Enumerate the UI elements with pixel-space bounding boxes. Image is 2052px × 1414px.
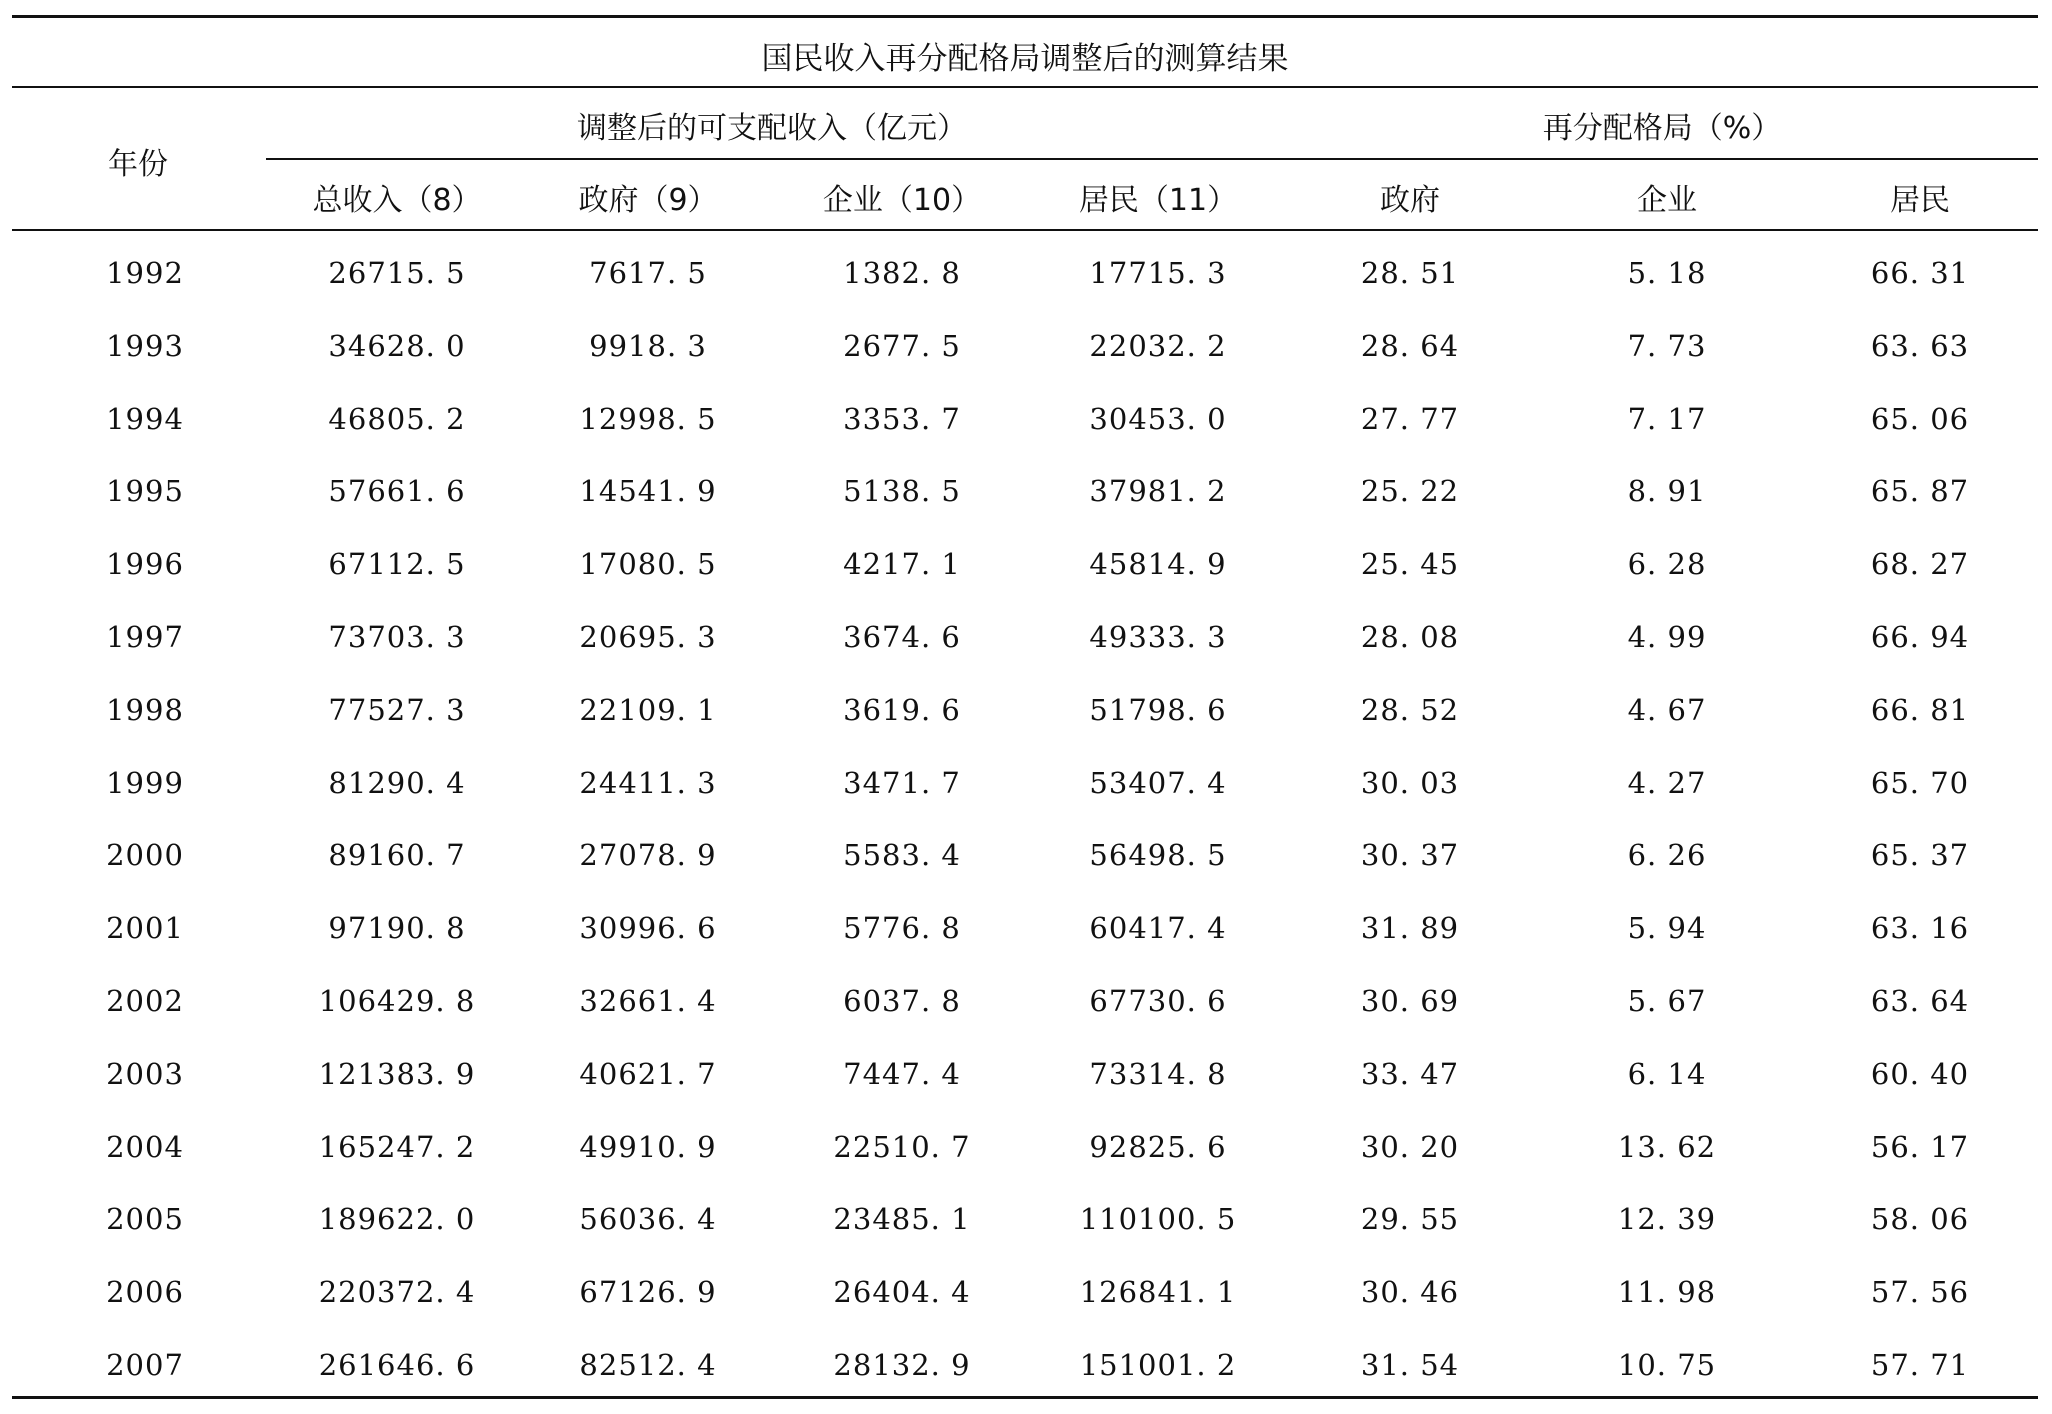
year-cell: 2004 <box>106 1129 184 1164</box>
table-cell: 151001. 2 <box>1079 1348 1237 1382</box>
table-cell: 25. 45 <box>1360 547 1460 582</box>
table-cell: 165247. 2 <box>318 1129 476 1164</box>
table-cell: 40621. 7 <box>579 1056 717 1091</box>
column-header: 居民 <box>1890 183 1950 218</box>
table-cell: 66. 94 <box>1870 620 1970 654</box>
table-cell: 77527. 3 <box>328 692 466 727</box>
table-cell: 9918. 3 <box>589 328 707 363</box>
table-cell: 17080. 5 <box>579 547 717 582</box>
column-header: 总收入（8） <box>312 183 482 218</box>
table-cell: 3353. 7 <box>843 401 961 436</box>
table-cell: 5. 18 <box>1627 256 1707 290</box>
table-cell: 28. 51 <box>1360 256 1460 290</box>
table-cell: 73314. 8 <box>1089 1056 1227 1091</box>
table-cell: 56036. 4 <box>579 1202 717 1237</box>
column-header: 居民（11） <box>1078 183 1238 218</box>
table-cell: 4. 27 <box>1627 765 1707 800</box>
table-cell: 261646. 6 <box>318 1348 476 1382</box>
bottom-rule <box>12 1396 2038 1399</box>
table-cell: 65. 87 <box>1870 474 1970 509</box>
table-cell: 49910. 9 <box>579 1129 717 1164</box>
table-cell: 58. 06 <box>1870 1202 1970 1237</box>
table-cell: 5. 94 <box>1627 911 1707 946</box>
table-cell: 73703. 3 <box>328 620 466 654</box>
table-cell: 30. 69 <box>1360 984 1460 1018</box>
column-header: 企业 <box>1637 183 1697 218</box>
table-cell: 5583. 4 <box>843 838 961 873</box>
table-cell: 30453. 0 <box>1089 401 1227 436</box>
table-cell: 11. 98 <box>1617 1275 1717 1310</box>
table-cell: 10. 75 <box>1617 1348 1717 1382</box>
table-cell: 6. 26 <box>1627 838 1707 873</box>
table-cell: 24411. 3 <box>579 765 717 800</box>
table-cell: 5776. 8 <box>843 911 961 946</box>
table-cell: 51798. 6 <box>1089 692 1227 727</box>
year-header: 年份 <box>108 147 168 182</box>
table-cell: 5138. 5 <box>843 474 961 509</box>
table-cell: 14541. 9 <box>579 474 717 509</box>
table-cell: 60. 40 <box>1870 1056 1970 1091</box>
table-cell: 66. 31 <box>1870 256 1970 290</box>
table-cell: 57. 71 <box>1870 1348 1970 1382</box>
table-cell: 56. 17 <box>1870 1129 1970 1164</box>
table-cell: 12. 39 <box>1617 1202 1717 1237</box>
table-cell: 67730. 6 <box>1089 984 1227 1018</box>
table-cell: 66. 81 <box>1870 692 1970 727</box>
table-cell: 22032. 2 <box>1089 328 1227 363</box>
table-cell: 30. 03 <box>1360 765 1460 800</box>
table-cell: 7. 17 <box>1627 401 1707 436</box>
table-cell: 189622. 0 <box>318 1202 476 1237</box>
table-cell: 56498. 5 <box>1089 838 1227 873</box>
table-cell: 7. 73 <box>1627 328 1707 363</box>
table-cell: 30. 20 <box>1360 1129 1460 1164</box>
year-cell: 2000 <box>106 838 184 873</box>
year-cell: 1994 <box>106 401 184 436</box>
table-cell: 63. 63 <box>1870 328 1970 363</box>
year-cell: 1998 <box>106 692 184 727</box>
table-cell: 65. 06 <box>1870 401 1970 436</box>
year-cell: 1992 <box>106 256 184 290</box>
table-cell: 6. 14 <box>1627 1056 1707 1091</box>
table-cell: 7617. 5 <box>589 256 707 290</box>
table-cell: 45814. 9 <box>1089 547 1227 582</box>
table-cell: 49333. 3 <box>1089 620 1227 654</box>
table-cell: 82512. 4 <box>579 1348 717 1382</box>
table-cell: 1382. 8 <box>843 256 961 290</box>
header-rule <box>12 229 2038 231</box>
column-header: 政府（9） <box>578 183 718 218</box>
table-cell: 20695. 3 <box>579 620 717 654</box>
table-cell: 37981. 2 <box>1089 474 1227 509</box>
table-cell: 60417. 4 <box>1089 911 1227 946</box>
top-rule <box>12 15 2038 18</box>
table-cell: 7447. 4 <box>843 1056 961 1091</box>
pattern-group-header: 再分配格局（%） <box>1542 111 1782 146</box>
year-cell: 2002 <box>106 984 184 1018</box>
table-cell: 13. 62 <box>1617 1129 1717 1164</box>
table-cell: 26404. 4 <box>833 1275 971 1310</box>
table-cell: 106429. 8 <box>318 984 476 1018</box>
title-rule <box>12 86 2038 88</box>
table-cell: 89160. 7 <box>328 838 466 873</box>
table-cell: 121383. 9 <box>318 1056 476 1091</box>
table-cell: 3674. 6 <box>843 620 961 654</box>
table-cell: 8. 91 <box>1627 474 1707 509</box>
table-cell: 4217. 1 <box>843 547 961 582</box>
table-cell: 27. 77 <box>1360 401 1460 436</box>
table-cell: 53407. 4 <box>1089 765 1227 800</box>
table-cell: 92825. 6 <box>1089 1129 1227 1164</box>
table-cell: 33. 47 <box>1360 1056 1460 1091</box>
table-cell: 26715. 5 <box>328 256 466 290</box>
table-cell: 2677. 5 <box>843 328 961 363</box>
table-cell: 28. 08 <box>1360 620 1460 654</box>
column-header: 企业（10） <box>822 183 982 218</box>
table-cell: 12998. 5 <box>579 401 717 436</box>
table-cell: 30. 37 <box>1360 838 1460 873</box>
table-cell: 57661. 6 <box>328 474 466 509</box>
table-cell: 67112. 5 <box>328 547 466 582</box>
table-cell: 68. 27 <box>1870 547 1970 582</box>
table-cell: 31. 54 <box>1360 1348 1460 1382</box>
year-cell: 2007 <box>106 1348 184 1382</box>
table-cell: 31. 89 <box>1360 911 1460 946</box>
year-cell: 2001 <box>106 911 184 946</box>
table-cell: 46805. 2 <box>328 401 466 436</box>
table-cell: 27078. 9 <box>579 838 717 873</box>
table-cell: 63. 64 <box>1870 984 1970 1018</box>
table-cell: 34628. 0 <box>328 328 466 363</box>
table-cell: 6. 28 <box>1627 547 1707 582</box>
table-cell: 28. 52 <box>1360 692 1460 727</box>
year-cell: 1997 <box>106 620 184 654</box>
table-cell: 22510. 7 <box>833 1129 971 1164</box>
year-cell: 1995 <box>106 474 184 509</box>
income-group-header: 调整后的可支配收入（亿元） <box>577 111 967 146</box>
year-cell: 1996 <box>106 547 184 582</box>
table-cell: 17715. 3 <box>1089 256 1227 290</box>
table-cell: 23485. 1 <box>833 1202 971 1237</box>
table-cell: 32661. 4 <box>579 984 717 1018</box>
table-cell: 6037. 8 <box>843 984 961 1018</box>
table-cell: 3471. 7 <box>843 765 961 800</box>
table-cell: 3619. 6 <box>843 692 961 727</box>
table-cell: 28132. 9 <box>833 1348 971 1382</box>
table-cell: 22109. 1 <box>579 692 717 727</box>
table-cell: 67126. 9 <box>579 1275 717 1310</box>
table-cell: 97190. 8 <box>328 911 466 946</box>
group-rule <box>266 158 2038 160</box>
table-cell: 4. 99 <box>1627 620 1707 654</box>
table-cell: 30. 46 <box>1360 1275 1460 1310</box>
table-cell: 220372. 4 <box>318 1275 476 1310</box>
table-cell: 65. 70 <box>1870 765 1970 800</box>
year-cell: 2005 <box>106 1202 184 1237</box>
table-cell: 110100. 5 <box>1079 1202 1237 1237</box>
table-cell: 63. 16 <box>1870 911 1970 946</box>
table-cell: 5. 67 <box>1627 984 1707 1018</box>
table-cell: 126841. 1 <box>1079 1275 1237 1310</box>
year-cell: 1999 <box>106 765 184 800</box>
table-cell: 81290. 4 <box>328 765 466 800</box>
table-cell: 30996. 6 <box>579 911 717 946</box>
table-cell: 65. 37 <box>1870 838 1970 873</box>
year-cell: 1993 <box>106 328 184 363</box>
table-cell: 25. 22 <box>1360 474 1460 509</box>
table-cell: 4. 67 <box>1627 692 1707 727</box>
column-header: 政府 <box>1380 183 1440 218</box>
table-cell: 57. 56 <box>1870 1275 1970 1310</box>
year-cell: 2006 <box>106 1275 184 1310</box>
table-cell: 29. 55 <box>1360 1202 1460 1237</box>
table-title: 国民收入再分配格局调整后的测算结果 <box>761 41 1289 77</box>
table-cell: 28. 64 <box>1360 328 1460 363</box>
year-cell: 2003 <box>106 1056 184 1091</box>
